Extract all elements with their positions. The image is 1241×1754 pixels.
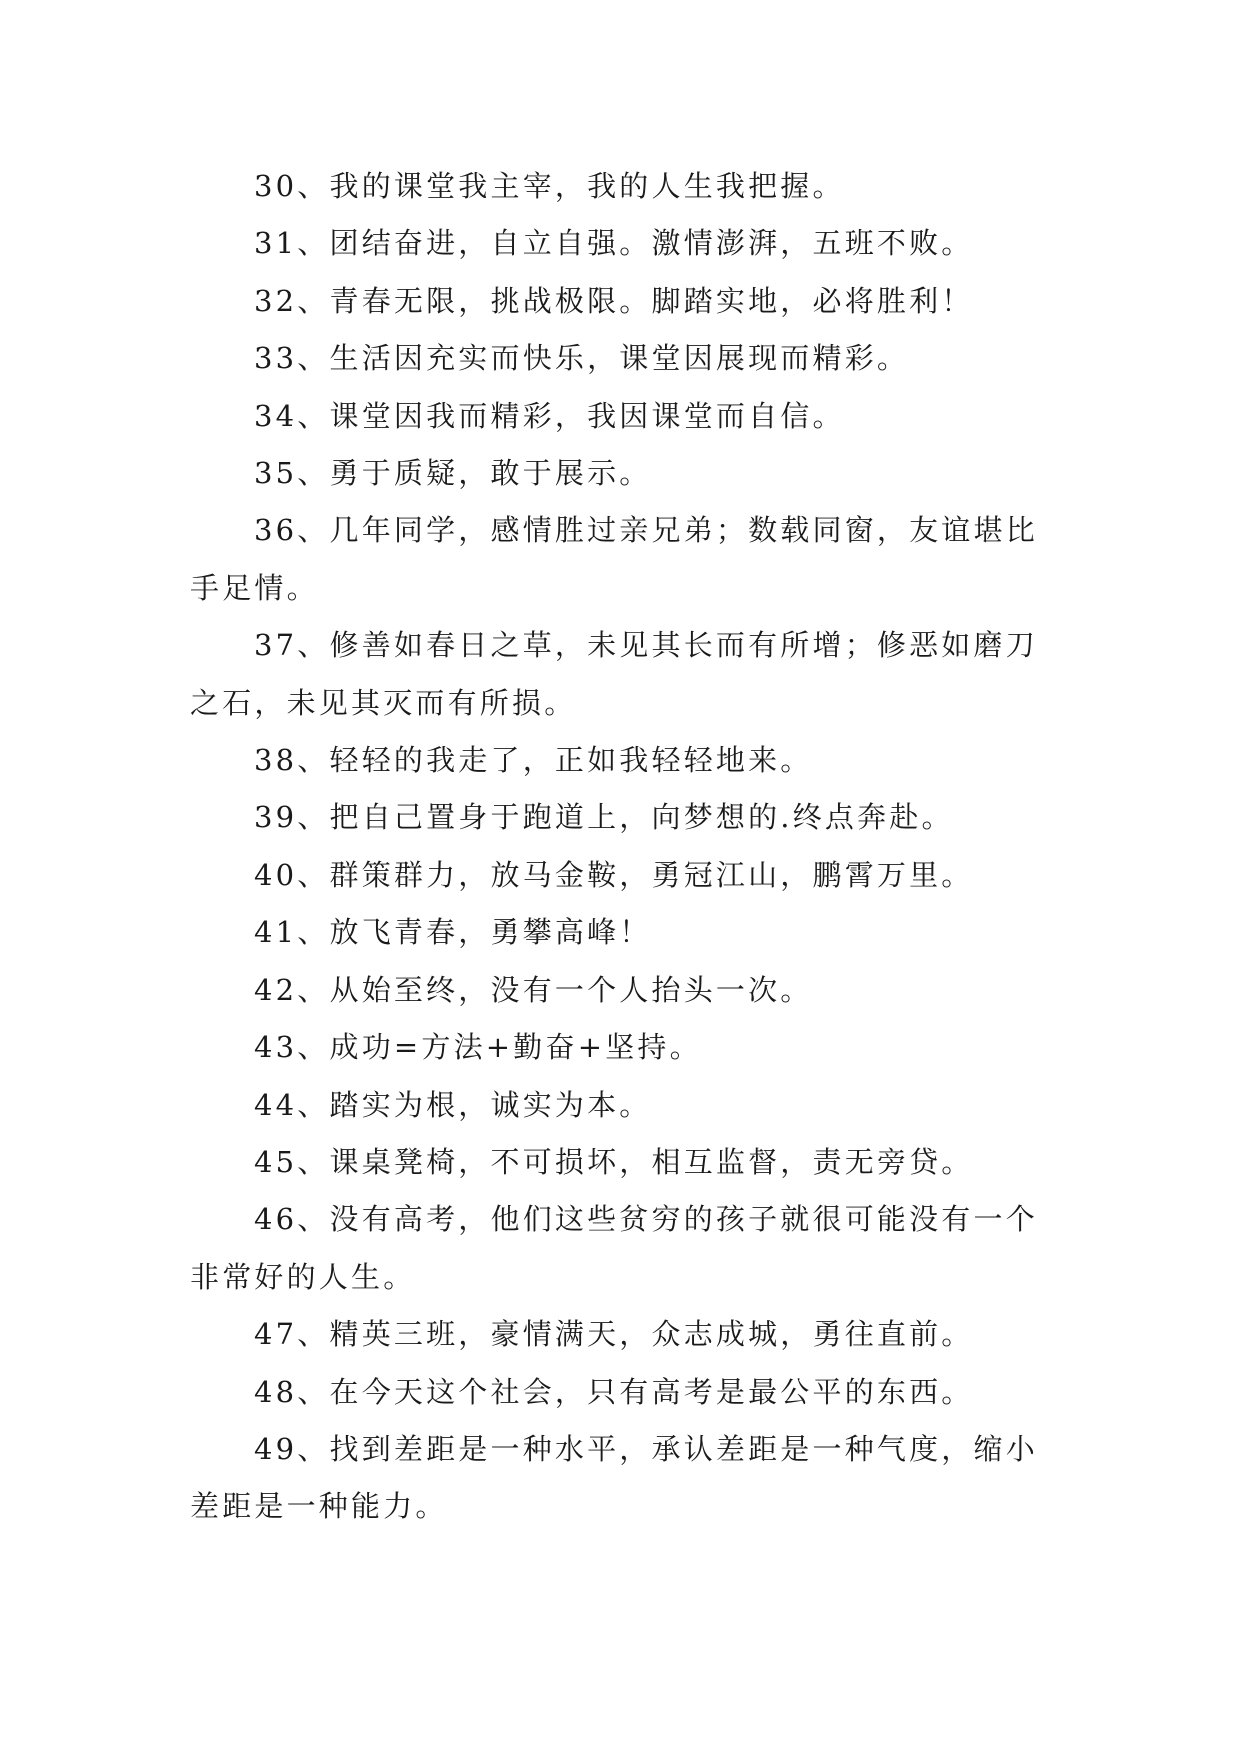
paragraph: 31、团结奋进，自立自强。激情澎湃，五班不败。: [254, 226, 974, 261]
paragraph: 36、几年同学，感情胜过亲兄弟；数载同窗，友谊堪比手足情。: [190, 513, 1038, 605]
document-body: [190, 158, 1062, 1536]
paragraph: 44、踏实为根，诚实为本。: [254, 1087, 652, 1122]
paragraph: 34、课堂因我而精彩，我因课堂而自信。: [254, 398, 845, 433]
paragraph: 33、生活因充实而快乐，课堂因展现而精彩。: [254, 341, 910, 376]
paragraph: 48、在今天这个社会，只有高考是最公平的东西。: [254, 1374, 974, 1409]
paragraph: 46、没有高考，他们这些贫穷的孩子就很可能没有一个非常好的人生。: [190, 1202, 1038, 1294]
paragraph: 41、放飞青春，勇攀高峰！: [254, 915, 652, 950]
paragraph: 43、成功=方法+勤奋+坚持。: [254, 1030, 702, 1065]
paragraph: 38、轻轻的我走了，正如我轻轻地来。: [254, 743, 813, 778]
paragraph: 30、我的课堂我主宰，我的人生我把握。: [254, 169, 845, 203]
paragraph: 42、从始至终，没有一个人抬头一次。: [254, 972, 813, 1007]
paragraph: 45、课桌凳椅，不可损坏，相互监督，责无旁贷。: [254, 1144, 974, 1179]
paragraph: 49、找到差距是一种水平，承认差距是一种气度，缩小差距是一种能力。: [190, 1431, 1038, 1524]
paragraph: 40、群策群力，放马金鞍，勇冠江山，鹏霄万里。: [254, 857, 974, 892]
paragraph: 32、青春无限，挑战极限。脚踏实地，必将胜利！: [254, 283, 974, 318]
paragraph: 47、精英三班，豪情满天，众志成城，勇往直前。: [254, 1317, 974, 1352]
paragraph: 37、修善如春日之草，未见其长而有所增；修恶如磨刀之石，未见其灭而有所损。: [190, 628, 1038, 720]
paragraph: 35、勇于质疑，敢于展示。: [254, 456, 652, 491]
paragraph: 39、把自己置身于跑道上，向梦想的.终点奔赴。: [254, 800, 954, 835]
